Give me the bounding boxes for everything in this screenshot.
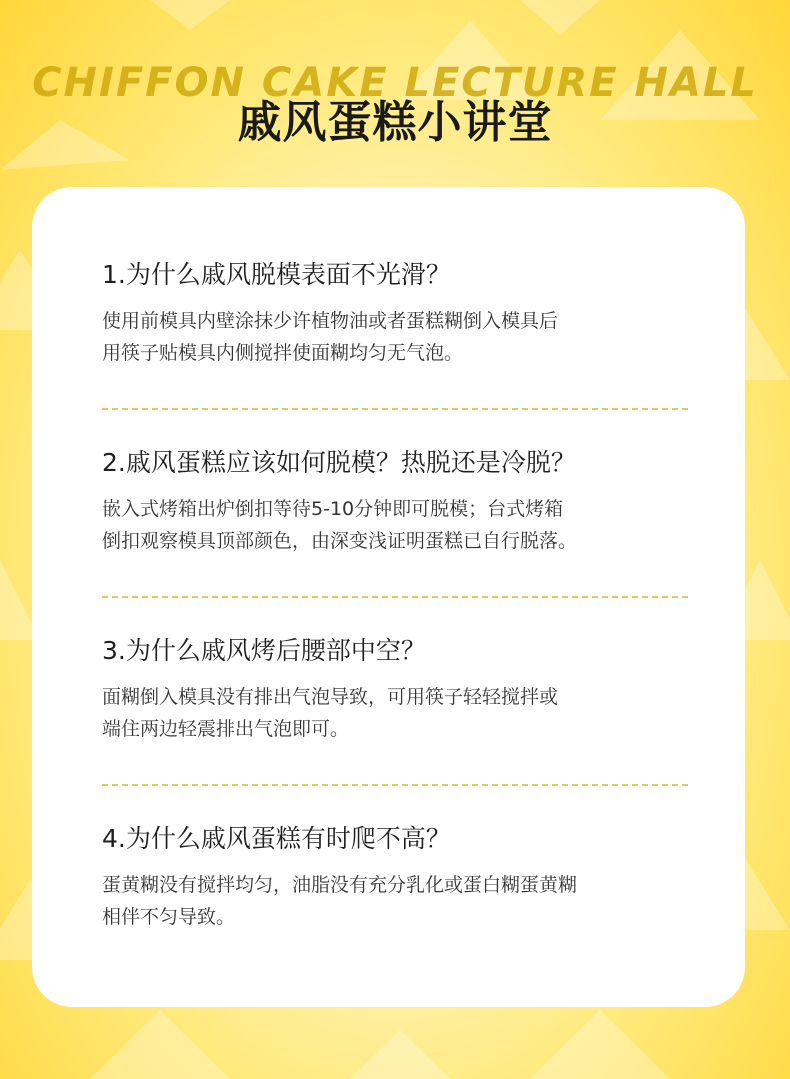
question-3: 3.为什么戚风烤后腰部中空？ — [102, 636, 426, 665]
answer-4-line-2: 相伴不匀导致。 — [102, 906, 236, 928]
divider — [102, 408, 688, 410]
faq-card — [32, 187, 745, 1007]
answer-2-line-2: 倒扣观察模具顶部颜色，由深变浅证明蛋糕已自行脱落。 — [102, 530, 578, 552]
answer-1-line-1: 使用前模具内壁涂抹少许植物油或者蛋糕糊倒入模具后 — [102, 310, 559, 332]
answer-3-line-2: 端住两边轻震排出气泡即可。 — [102, 718, 350, 740]
faq-item-3 — [102, 633, 688, 745]
question-1: 1.为什么戚风脱模表面不光滑？ — [102, 260, 451, 289]
faq-item-2 — [102, 445, 688, 557]
answer-2 — [102, 493, 688, 557]
answer-1 — [102, 305, 688, 369]
answer-3 — [102, 681, 688, 745]
faq-item-1 — [102, 257, 688, 369]
answer-2-line-1: 嵌入式烤箱出炉倒扣等待5-10分钟即可脱模；台式烤箱 — [102, 498, 564, 520]
page-title: 戚风蛋糕小讲堂 — [237, 97, 553, 148]
question-2: 2.戚风蛋糕应该如何脱模？热脱还是冷脱？ — [102, 448, 576, 477]
divider — [102, 596, 688, 598]
answer-1-line-2: 用筷子贴模具内侧搅拌使面糊均匀无气泡。 — [102, 342, 464, 364]
faq-item-4 — [102, 821, 688, 933]
answer-4 — [102, 869, 688, 933]
answer-4-line-1: 蛋黄糊没有搅拌均匀，油脂没有充分乳化或蛋白糊蛋黄糊 — [102, 874, 578, 896]
english-title: CHIFFON CAKE LECTURE HALL — [32, 60, 758, 106]
divider — [102, 784, 688, 786]
question-4: 4.为什么戚风蛋糕有时爬不高？ — [102, 824, 451, 853]
answer-3-line-1: 面糊倒入模具没有排出气泡导致，可用筷子轻轻搅拌或 — [102, 686, 559, 708]
